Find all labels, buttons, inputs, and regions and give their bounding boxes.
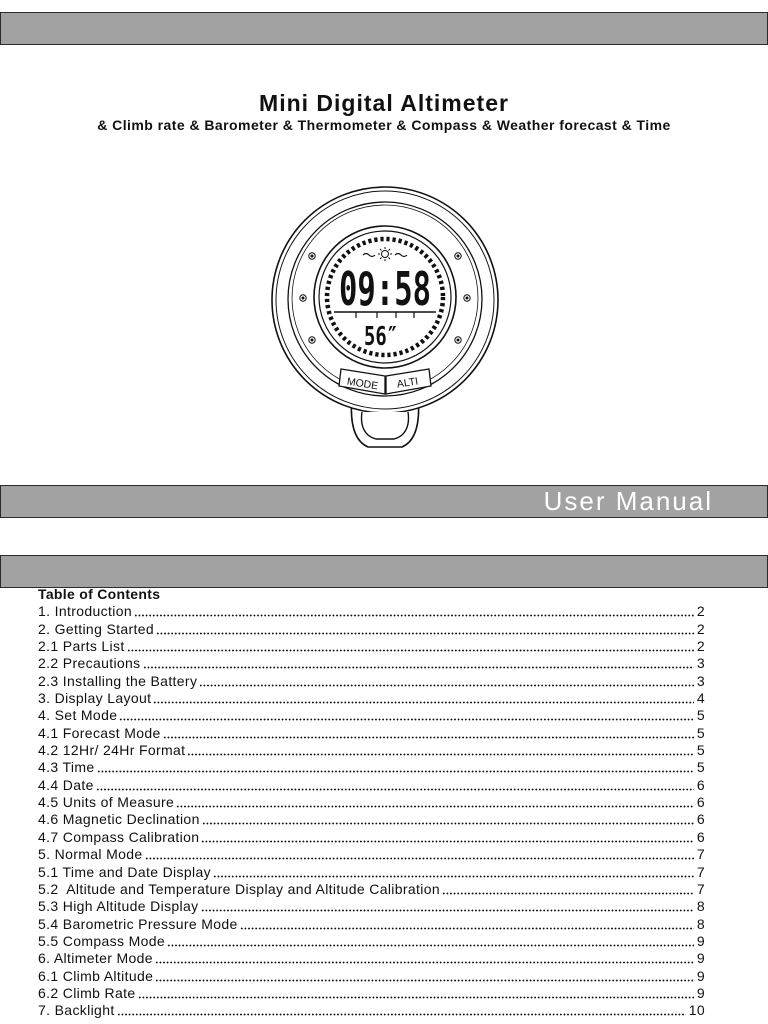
toc-entry-page: 7: [696, 846, 705, 863]
document-subtitle: & Climb rate & Barometer & Thermometer & Compass & Weather forecast & Time: [97, 117, 671, 133]
toc-entry-title: 4. Set Mode: [38, 707, 118, 724]
toc-entry: [38, 881, 705, 898]
dot-leader: [156, 621, 694, 638]
toc-entry-title: 5.5 Compass Mode: [38, 932, 165, 949]
display-reading: 56″: [364, 322, 398, 352]
toc-entry-page: 7: [696, 880, 705, 897]
toc-entry-page: 2: [696, 620, 705, 637]
dot-leader: [97, 759, 694, 776]
header-bar: [0, 12, 768, 45]
toc-entry: [38, 985, 705, 1002]
toc-entry-page: 9: [696, 967, 705, 984]
dot-leader: [117, 1002, 686, 1019]
toc-entry: [38, 777, 705, 794]
toc-entry: [38, 933, 705, 950]
dot-leader: [143, 655, 694, 672]
toc-entry-page: 7: [696, 863, 705, 880]
toc-entry-title: 4.5 Units of Measure: [38, 794, 175, 811]
dot-leader: [167, 933, 694, 950]
dot-leader: [155, 968, 694, 985]
toc-entry-page: 6: [696, 794, 705, 811]
toc-entry-page: 3: [696, 655, 705, 672]
toc-entry-page: 8: [696, 898, 705, 915]
toc-entry-title: 4.3 Time: [38, 759, 95, 776]
mode-button-label: MODE: [345, 375, 379, 393]
toc-entry-page: 9: [696, 950, 705, 967]
toc-entry-page: 6: [696, 776, 705, 793]
toc-entry-page: 9: [696, 984, 705, 1001]
toc-entry-title: 2. Getting Started: [38, 620, 155, 637]
toc-entry: [38, 1002, 705, 1019]
toc-entry: [38, 968, 705, 985]
toc-entry: [38, 846, 705, 863]
toc-entry-title: 5.2 Altitude and Temperature Display and Altitude Calibration: [38, 880, 441, 897]
dot-leader: [201, 829, 694, 846]
banner-label: User Manual: [543, 486, 713, 516]
toc-entry-title: 6. Altimeter Mode: [38, 950, 153, 967]
toc-entry-title: 5.3 High Altitude Display: [38, 898, 199, 915]
toc-entry: [38, 898, 705, 915]
dot-leader: [442, 881, 694, 898]
toc-entry-page: 5: [696, 724, 705, 741]
toc-entry-title: 2.1 Parts List: [38, 638, 125, 655]
toc-entry-page: 2: [696, 603, 705, 620]
toc-entry-page: 10: [688, 1002, 705, 1019]
toc-entry: [38, 742, 705, 759]
dot-leader: [213, 864, 694, 881]
dot-leader: [155, 950, 694, 967]
dot-leader: [176, 794, 694, 811]
dot-leader: [96, 777, 694, 794]
toc-entry-page: 6: [696, 828, 705, 845]
dot-leader: [127, 638, 694, 655]
table-of-contents: [38, 586, 705, 1020]
toc-entry: [38, 759, 705, 776]
dot-leader: [199, 673, 694, 690]
toc-entry-title: 3. Display Layout: [38, 690, 152, 707]
toc-entry-page: 4: [696, 690, 705, 707]
toc-entry: [38, 603, 705, 620]
dot-leader: [119, 707, 694, 724]
dot-leader: [202, 811, 694, 828]
toc-entry-page: 2: [696, 638, 705, 655]
toc-entry-page: 3: [696, 672, 705, 689]
section-bar: [0, 555, 768, 588]
toc-entry: [38, 725, 705, 742]
toc-entry-page: 5: [696, 759, 705, 776]
toc-entry-title: 6.1 Climb Altitude: [38, 967, 154, 984]
toc-entry: [38, 690, 705, 707]
toc-entry: [38, 638, 705, 655]
banner-bar: [0, 485, 768, 518]
toc-entry-page: 5: [696, 707, 705, 724]
toc-entry: [38, 864, 705, 881]
toc-entry: [38, 794, 705, 811]
toc-entry-title: 2.3 Installing the Battery: [38, 672, 198, 689]
toc-entry-title: 1. Introduction: [38, 603, 132, 620]
toc-entry-title: 6.2 Climb Rate: [38, 984, 136, 1001]
dot-leader: [187, 742, 693, 759]
toc-entry-title: 5.1 Time and Date Display: [38, 863, 211, 880]
dot-leader: [240, 916, 694, 933]
toc-entry: [38, 621, 705, 638]
toc-entry: [38, 829, 705, 846]
document-title: Mini Digital Altimeter: [259, 90, 509, 116]
toc-entry-page: 5: [696, 742, 705, 759]
toc-entry-title: 7. Backlight: [38, 1002, 115, 1019]
dot-leader: [138, 985, 694, 1002]
dot-leader: [153, 690, 694, 707]
dot-leader: [134, 603, 694, 620]
toc-heading: Table of Contents: [38, 586, 161, 602]
toc-entry: [38, 655, 705, 672]
toc-entry-title: 5.4 Barometric Pressure Mode: [38, 915, 238, 932]
dot-leader: [163, 725, 694, 742]
toc-entry-title: 2.2 Precautions: [38, 655, 141, 672]
toc-entry-page: 9: [696, 932, 705, 949]
toc-entry-title: 4.4 Date: [38, 776, 94, 793]
toc-entry-page: 8: [696, 915, 705, 932]
toc-entry: [38, 707, 705, 724]
toc-entry: [38, 950, 705, 967]
lanyard-hole: [362, 412, 409, 439]
toc-entry: [38, 673, 705, 690]
dot-leader: [145, 846, 694, 863]
toc-entry: [38, 811, 705, 828]
toc-entry-title: 4.7 Compass Calibration: [38, 828, 200, 845]
toc-entry-title: 4.6 Magnetic Declination: [38, 811, 200, 828]
dot-leader: [201, 898, 694, 915]
display-time: 09:58: [339, 262, 431, 316]
alti-button-label: ALTI: [396, 375, 420, 391]
toc-entry-title: 4.1 Forecast Mode: [38, 724, 161, 741]
altimeter-illustration: [260, 180, 510, 455]
toc-entry-title: 4.2 12Hr/ 24Hr Format: [38, 742, 186, 759]
toc-entry: [38, 916, 705, 933]
toc-entry-page: 6: [696, 811, 705, 828]
toc-entry-title: 5. Normal Mode: [38, 846, 143, 863]
